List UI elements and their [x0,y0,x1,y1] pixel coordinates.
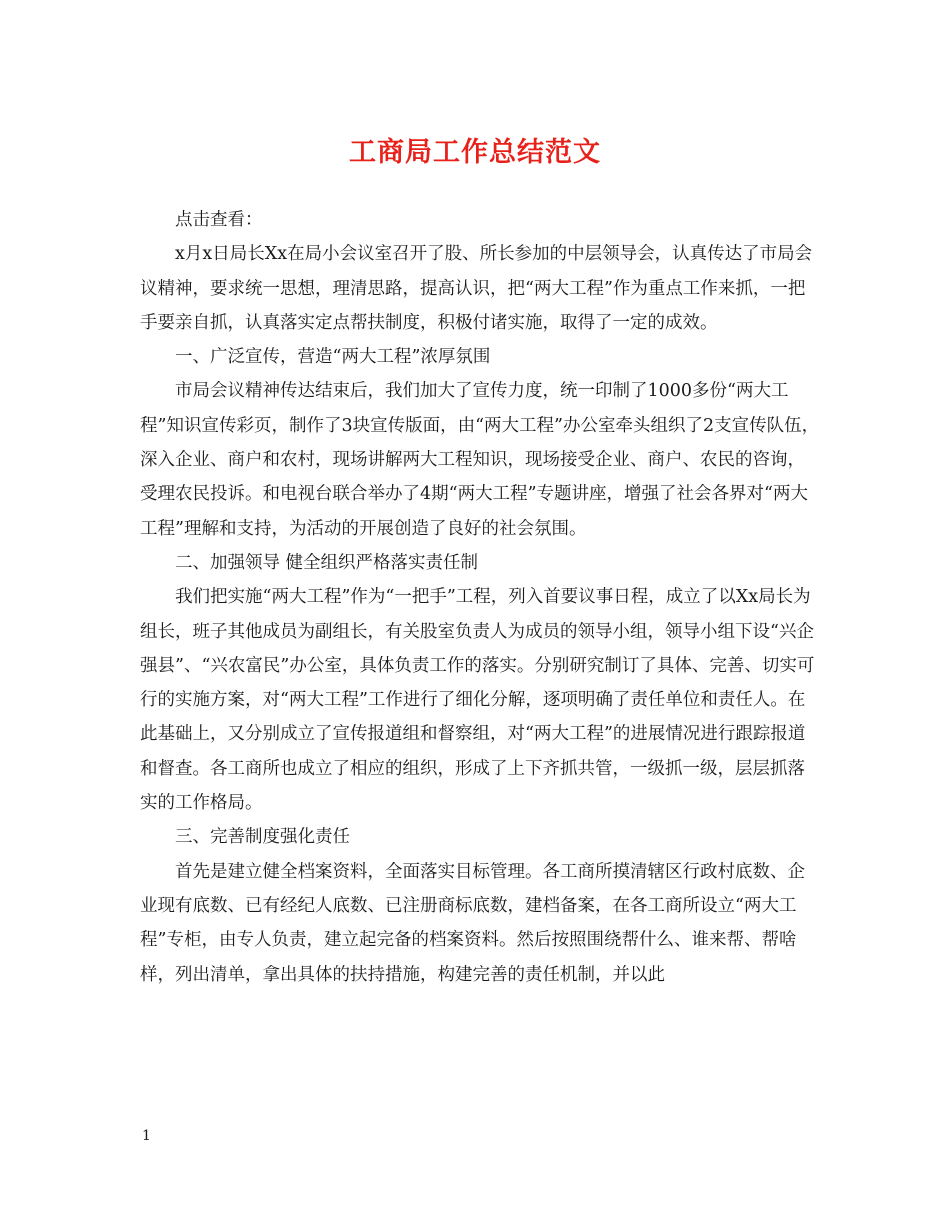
document-title: 工商局工作总结范文 [349,137,601,168]
paragraph-system: 首先是建立健全档案资料，全面落实目标管理。各工商所摸清辖区行政村底数、企业现有底数、已有经纪人底数、已注册商标底数，建档备案，在各工商所设立“两大工程”专柜，由专人负责，建立起完备的档案资料。然后按照围绕帮什么、谁来帮、帮啥样，列出清单，拿出具体的扶持措施，构建完善的责任机制，并以此 [140,861,805,985]
section-heading-3: 三、完善制度强化责任 [175,827,350,848]
paragraph-publicity: 市局会议精神传达结束后，我们加大了宣传力度，统一印制了1000多份“两大工程”知识宣传彩页，制作了3块宣传版面，由“两大工程”办公室牵头组织了2支宣传队伍，深入企业、商户和农村，现场讲解两大工程知识，现场接受企业、商户、农民的咨询，受理农民投诉。和电视台联合举办了4期“两大工程”专题讲座，增强了社会各界对“两大工程”理解和支持，为活动的开展创造了良好的社会氛围。 [140,381,820,539]
document-body [140,203,820,992]
section-heading-2: 二、加强领导 健全组织严格落实责任制 [175,552,479,573]
section-heading-1: 一、广泛宣传，营造“两大工程”浓厚氛围 [175,347,491,368]
paragraph-intro: 点击查看： [175,210,263,230]
paragraph-leadership: 我们把实施“两大工程”作为“一把手”工程，列入首要议事日程，成立了以Xx局长为组长，班子其他成员为副组长，有关股室负责人为成员的领导小组，领导小组下设“兴企强县”、“兴农富民”办公室，具体负责工作的落实。分别研究制订了具体、完善、切实可行的实施方案，对“两大工程”工作进行了细化分解，逐项明确了责任单位和责任人。在此基础上，又分别成立了宣传报道组和督察组，对“两大工程”的进展情况进行跟踪报道和督查。各工商所也成立了相应的组织，形成了上下齐抓共管，一级抓一级，层层抓落实的工作格局。 [140,587,815,814]
page-number: 1 [142,1128,151,1144]
paragraph-meeting: x月x日局长Xx在局小会议室召开了股、所长参加的中层领导会，认真传达了市局会议精神，要求统一思想，理清思路，提高认识，把“两大工程”作为重点工作来抓，一把手要亲自抓，认真落实定点帮扶制度，积极付诸实施，取得了一定的成效。 [140,244,813,333]
